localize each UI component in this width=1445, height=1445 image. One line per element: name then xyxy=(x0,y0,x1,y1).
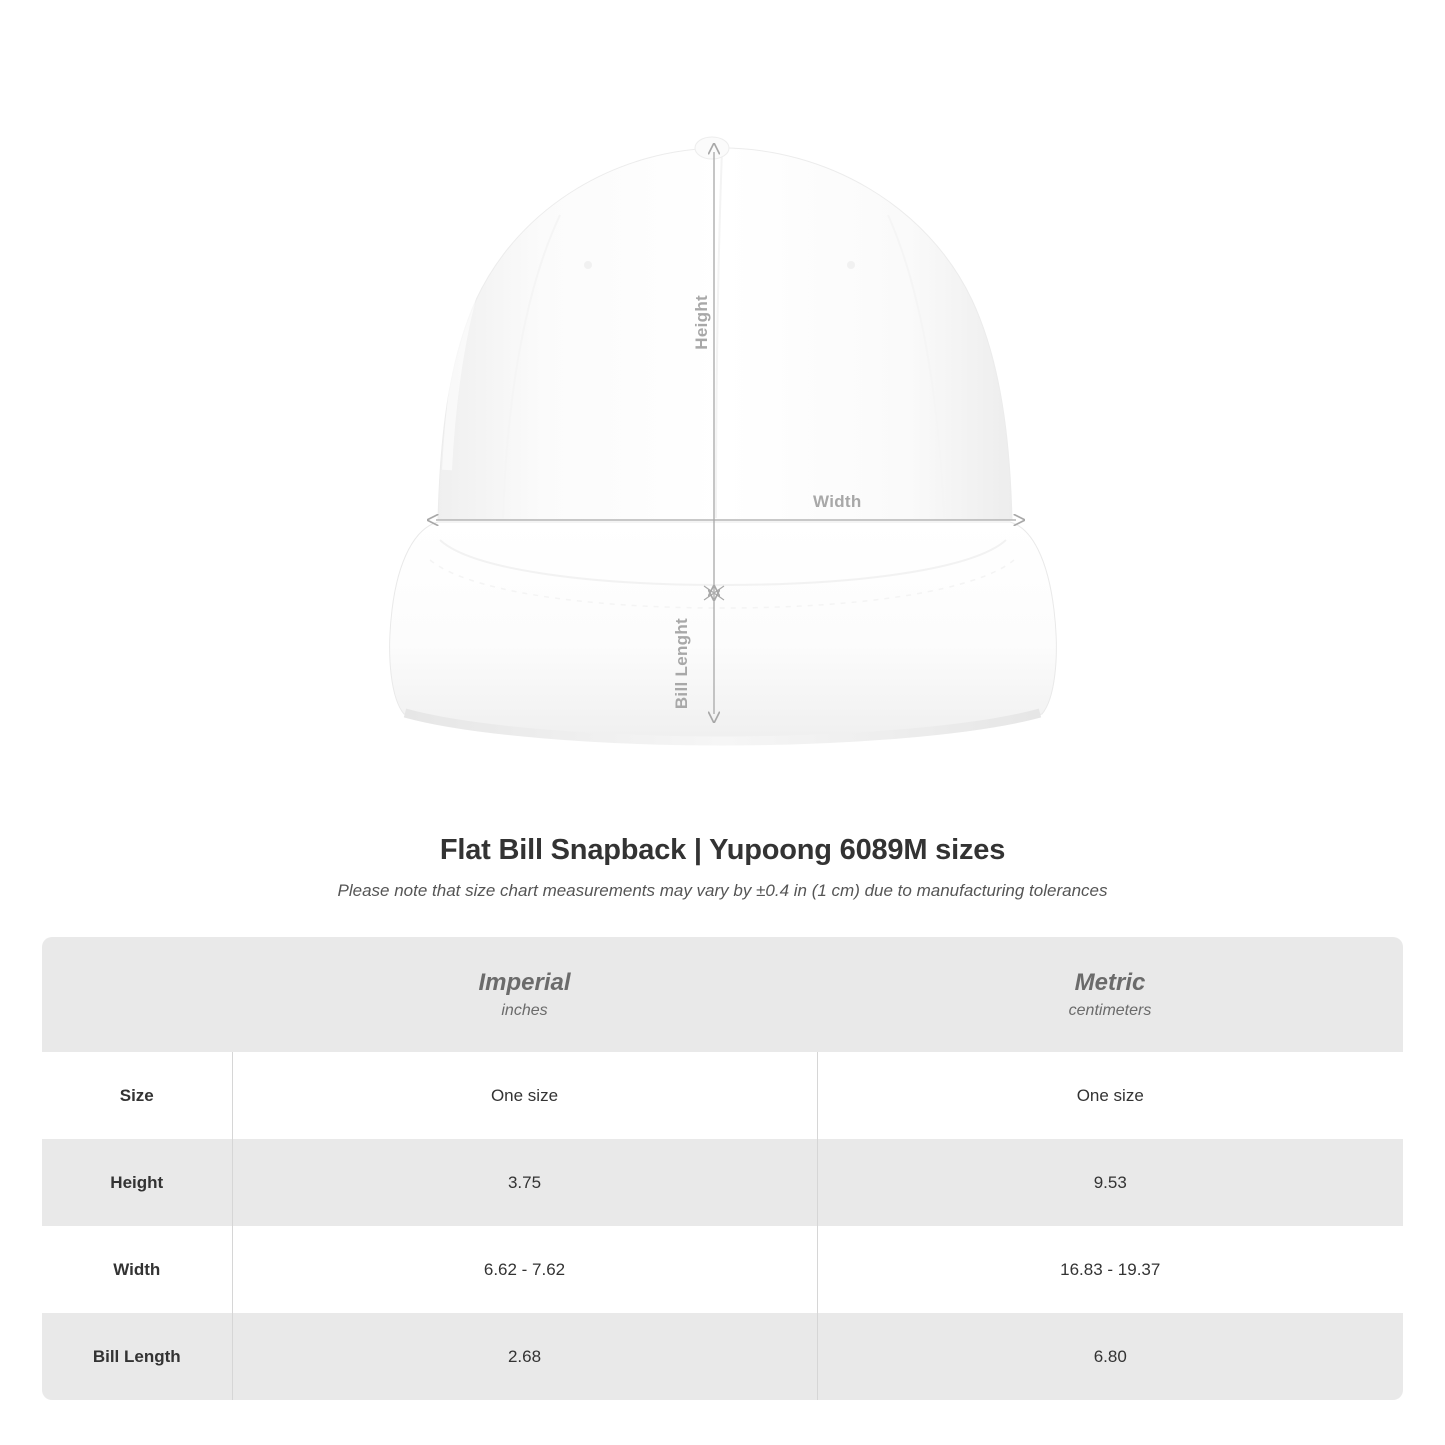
table-header-row xyxy=(42,937,1403,1052)
width-dimension-label: Width xyxy=(813,492,862,511)
height-dimension-label: Height xyxy=(692,295,711,350)
size-table-head xyxy=(42,937,1403,1052)
page-title: Flat Bill Snapback | Yupoong 6089M sizes xyxy=(439,834,1006,866)
tolerance-note: Please note that size chart measurements may vary by ±0.4 in (1 cm) due to manufacturing tolerances xyxy=(337,881,1108,900)
header-imperial-unit: inches xyxy=(501,1002,548,1020)
size-table xyxy=(42,937,1403,1400)
header-metric-system: Metric xyxy=(1074,968,1146,996)
cell-width-metric: 16.83 - 19.37 xyxy=(817,1226,1403,1313)
cell-height-imperial: 3.75 xyxy=(232,1139,817,1226)
row-label-bill-length: Bill Length xyxy=(42,1313,232,1400)
bill-length-label-line2: Lenght xyxy=(672,618,691,677)
table-row xyxy=(42,1226,1403,1313)
header-metric xyxy=(817,937,1403,1052)
cell-width-imperial: 6.62 - 7.62 xyxy=(232,1226,817,1313)
row-label-height: Height xyxy=(42,1139,232,1226)
row-label-size: Size xyxy=(42,1052,232,1139)
cap-bill xyxy=(390,522,1057,744)
cell-size-imperial: One size xyxy=(232,1052,817,1139)
header-imperial xyxy=(232,937,817,1052)
header-imperial-system: Imperial xyxy=(478,968,571,996)
row-label-width: Width xyxy=(42,1226,232,1313)
cell-bill-length-imperial: 2.68 xyxy=(232,1313,817,1400)
cell-bill-length-metric: 6.80 xyxy=(817,1313,1403,1400)
title-block xyxy=(0,834,1445,901)
cell-size-metric: One size xyxy=(817,1052,1403,1139)
header-corner-cell xyxy=(42,937,232,1052)
size-table-wrapper xyxy=(42,937,1403,1400)
table-row xyxy=(42,1313,1403,1400)
cap-crown xyxy=(438,137,1012,520)
bill-length-label-line1: Bill xyxy=(672,681,691,710)
bill-length-dimension-label xyxy=(672,618,692,709)
header-metric-unit: centimeters xyxy=(1068,1002,1152,1020)
table-row xyxy=(42,1139,1403,1226)
table-row xyxy=(42,1052,1403,1139)
size-table-body xyxy=(42,1052,1403,1400)
cell-height-metric: 9.53 xyxy=(817,1139,1403,1226)
